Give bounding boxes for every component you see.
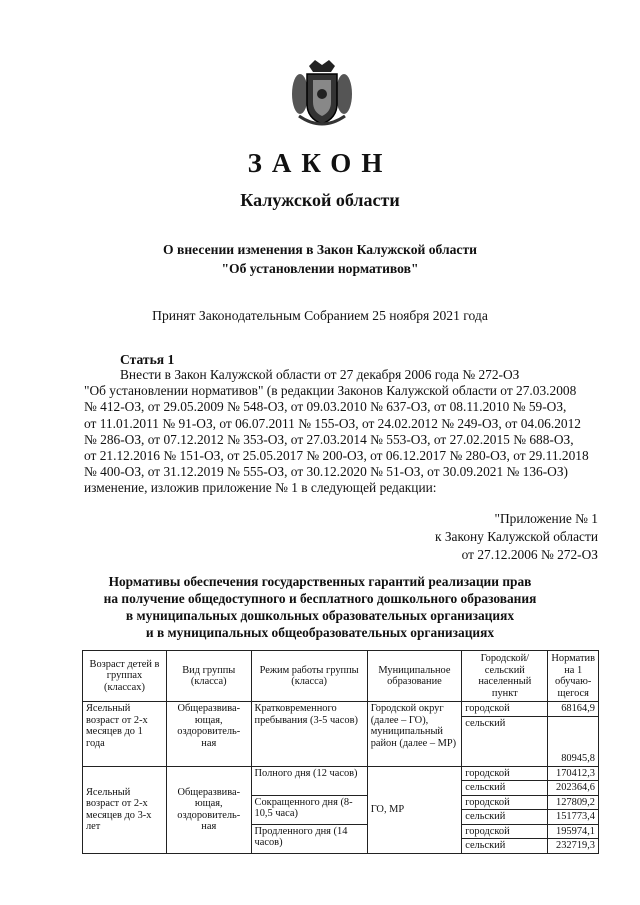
norms-title-line: на получение общедоступного и бесплатного дошкольного образования bbox=[103, 591, 537, 606]
cell-norm: 80945,8 bbox=[548, 716, 599, 766]
cell-norm: 68164,9 bbox=[548, 702, 599, 717]
article-line: от 21.12.2016 № 151-ОЗ, от 25.05.2017 № 200-ОЗ, от 06.12.2017 № 280-ОЗ, от 29.11.2018 bbox=[84, 448, 589, 464]
adoption-date: Принят Законодательным Собранием 25 ноября 2021 года bbox=[152, 308, 488, 323]
cell-mode: Продленного дня (14 часов) bbox=[251, 824, 367, 853]
table-row bbox=[83, 766, 599, 781]
cell-settlement: сельский bbox=[462, 781, 548, 796]
cell-norm: 127809,2 bbox=[548, 795, 599, 810]
article-line: изменение, изложив приложение № 1 в следующей редакции: bbox=[84, 480, 437, 496]
cell-settlement: городской bbox=[462, 795, 548, 810]
cell-age: Ясельный возраст от 2-х месяцев до 1 года bbox=[83, 702, 167, 767]
article-line: № 412-ОЗ, от 29.05.2009 № 548-ОЗ, от 09.03.2010 № 637-ОЗ, от 08.11.2010 № 59-ОЗ, bbox=[84, 399, 567, 415]
article-line: № 400-ОЗ, от 31.12.2019 № 555-ОЗ, от 30.12.2020 № 51-ОЗ, от 30.09.2021 № 136-ОЗ) bbox=[84, 464, 569, 480]
cell-group: Общеразвива-ющая, оздоровитель-ная bbox=[166, 702, 251, 767]
cell-settlement: городской bbox=[462, 824, 548, 839]
law-subject bbox=[0, 240, 640, 278]
article-text bbox=[84, 367, 598, 497]
cell-settlement: сельский bbox=[462, 810, 548, 825]
header-norm: Норматив на 1 обучаю-щегося bbox=[548, 651, 599, 702]
cell-norm: 195974,1 bbox=[548, 824, 599, 839]
cell-mode: Сокращенного дня (8-10,5 часа) bbox=[251, 795, 367, 824]
article-line: № 286-ОЗ, от 07.12.2012 № 353-ОЗ, от 27.03.2014 № 553-ОЗ, от 27.02.2015 № 688-ОЗ, bbox=[84, 431, 574, 447]
cell-norm: 151773,4 bbox=[548, 810, 599, 825]
appendix-reference bbox=[435, 510, 598, 564]
table-row bbox=[83, 702, 599, 717]
norms-title-line: и в муниципальных общеобразовательных организациях bbox=[145, 625, 495, 640]
appendix-line: к Закону Калужской области bbox=[434, 529, 598, 544]
cell-municipal: ГО, МР bbox=[367, 766, 462, 853]
cell-mode: Кратковременного пребывания (3-5 часов) bbox=[251, 702, 367, 767]
law-title: ЗАКОН bbox=[247, 148, 393, 178]
cell-age: Ясельный возраст от 2-х месяцев до 3-х лет bbox=[83, 766, 167, 853]
article-line: от 11.01.2011 № 91-ОЗ, от 06.07.2011 № 155-ОЗ, от 24.02.2012 № 249-ОЗ, от 04.06.2012 bbox=[84, 415, 581, 431]
header-age: Возраст детей в группах (классах) bbox=[83, 651, 167, 702]
cell-settlement: городской bbox=[462, 702, 548, 717]
norms-title-line: Нормативы обеспечения государственных гарантий реализации прав bbox=[108, 574, 532, 589]
header-mode: Режим работы группы (класса) bbox=[251, 651, 367, 702]
article-line: "Об установлении нормативов" (в редакции Законов Калужской области от 27.03.2008 bbox=[84, 383, 577, 399]
article-line: Внести в Закон Калужской области от 27 декабря 2006 года № 272-ОЗ bbox=[120, 367, 520, 382]
subject-line: О внесении изменения в Закон Калужской области bbox=[163, 242, 477, 257]
table-header-row bbox=[83, 651, 599, 702]
appendix-line: от 27.12.2006 № 272-ОЗ bbox=[461, 547, 598, 562]
norms-table bbox=[82, 650, 599, 854]
subject-line: "Об установлении нормативов" bbox=[221, 261, 419, 276]
appendix-line: "Приложение № 1 bbox=[494, 511, 598, 526]
norms-title-line: в муниципальных дошкольных образовательных организациях bbox=[125, 608, 515, 623]
cell-municipal: Городской округ (далее – ГО), муниципальный район (далее – МР) bbox=[367, 702, 462, 767]
cell-settlement: городской bbox=[462, 766, 548, 781]
cell-settlement: сельский bbox=[462, 839, 548, 854]
article-title: Статья 1 bbox=[120, 352, 175, 367]
cell-norm: 232719,3 bbox=[548, 839, 599, 854]
header-group: Вид группы (класса) bbox=[166, 651, 251, 702]
cell-settlement: сельский bbox=[462, 716, 548, 766]
coat-of-arms-icon bbox=[291, 58, 353, 128]
norms-title bbox=[0, 573, 640, 641]
header-municipal: Муниципальное образование bbox=[367, 651, 462, 702]
cell-norm: 170412,3 bbox=[548, 766, 599, 781]
header-settlement: Городской/ сельский населенный пункт bbox=[462, 651, 548, 702]
cell-mode: Полного дня (12 часов) bbox=[251, 766, 367, 795]
cell-group: Общеразвива-ющая, оздоровитель-ная bbox=[166, 766, 251, 853]
cell-norm: 202364,6 bbox=[548, 781, 599, 796]
region-title: Калужской области bbox=[240, 190, 400, 210]
